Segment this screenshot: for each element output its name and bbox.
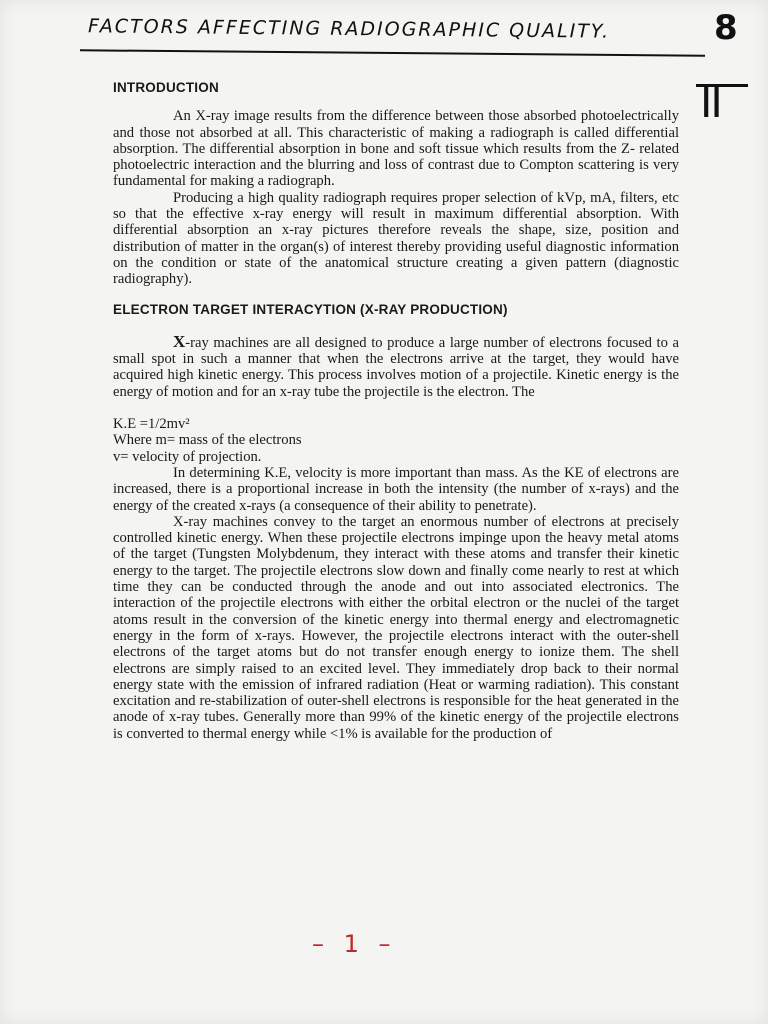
introduction-paragraph-1: An X-ray image results from the difference between those absorbed photoelectrically and those not absorbed at all. This characteristic of making a radiograph is called differential absorption. The differential absorption in bone and soft tissue which results from the Z- related photoelectric interaction and the blurring and loss of contrast due to Compton scattering is very fundamental for making a radiograph. [113, 108, 679, 190]
electron-target-heading: ELECTRON TARGET INTERACYTION (X-RAY PRODUCTION) [113, 301, 508, 317]
handwritten-underline [80, 49, 705, 56]
kinetic-energy-formula: K.E =1/2mv² [113, 416, 190, 433]
kinetic-energy-formula-block [113, 416, 679, 465]
electron-target-paragraph-2: X-ray machines convey to the target an enormous number of electrons at precisely controlled kinetic energy. When these projectile electrons impinge upon the heavy metal atoms of the target (Tungsten Molybdenum, they interact with these atoms and transfer their kinetic energy to the target. The projectile electrons slow down and finally come nearly to rest at which time they can be conducted through the anode and out into associated electronics. The interaction of the projectile electrons with either the orbital electron or the nuclei of the target atoms result in the conversion of the kinetic energy into thermal energy and electromagnetic energy in the form of x-rays. However, the projectile electrons interact with the outer-shell electrons of the target atoms but do not transfer enough energy to ionize them. The shell electrons are simply raised to an excited level. They immediately drop back to their normal energy state with the emission of infrared radiation (Heat or warming radiation). This constant excitation and re-stabilization of outer-shell electrons is responsible for the heat generated in the anode of x-ray tubes. Generally more than 99% of the kinetic energy of the projectile electrons is converted to thermal energy while <1% is available for the production of [113, 513, 679, 742]
electron-target-intro-paragraph [113, 331, 679, 400]
introduction-paragraph-2: Producing a high quality radiograph requires proper selection of kVp, mA, filters, etc so that the effective x-ray energy will result in maximum differential absorption. With differential absorption an x-ray pictures therefore reveals the shape, size, position and distribution of matter in the organ(s) of interest thereby providing useful diagnostic information on the condition or state of the anatomical structure creating a given pattern (diagnostic radiography). [113, 189, 679, 288]
page-number: – 1 – [312, 930, 397, 958]
introduction-heading: INTRODUCTION [113, 80, 219, 95]
formula-where-line: Where m= mass of the electrons [113, 432, 302, 449]
electron-target-paragraph-1: In determining K.E, velocity is more important than mass. As the KE of electrons are increased, there is a proportional increase in both the intensity (the number of x-rays) and the energy of the created x-rays (a consequence of their ability to penetrate). [113, 464, 679, 514]
drop-letter: X [173, 331, 186, 351]
handwritten-mark-roman: II [700, 78, 721, 127]
document-body [113, 80, 679, 742]
formula-velocity-line: v= velocity of projection. [113, 448, 262, 465]
handwritten-mark-number: 8 [714, 8, 738, 48]
electron-target-intro-text: -ray machines are all designed to produce a large number of electrons focused to a small spot in such a manner that when the electrons arrive at the target, they would have acquired high kinetic energy. This process involves motion of a projectile. Kinetic energy is the energy of motion and for an x-ray tube the projectile is the electron. The [113, 334, 679, 400]
handwritten-title: FACTORS AFFECTING RADIOGRAPHIC QUALITY. [87, 15, 611, 43]
